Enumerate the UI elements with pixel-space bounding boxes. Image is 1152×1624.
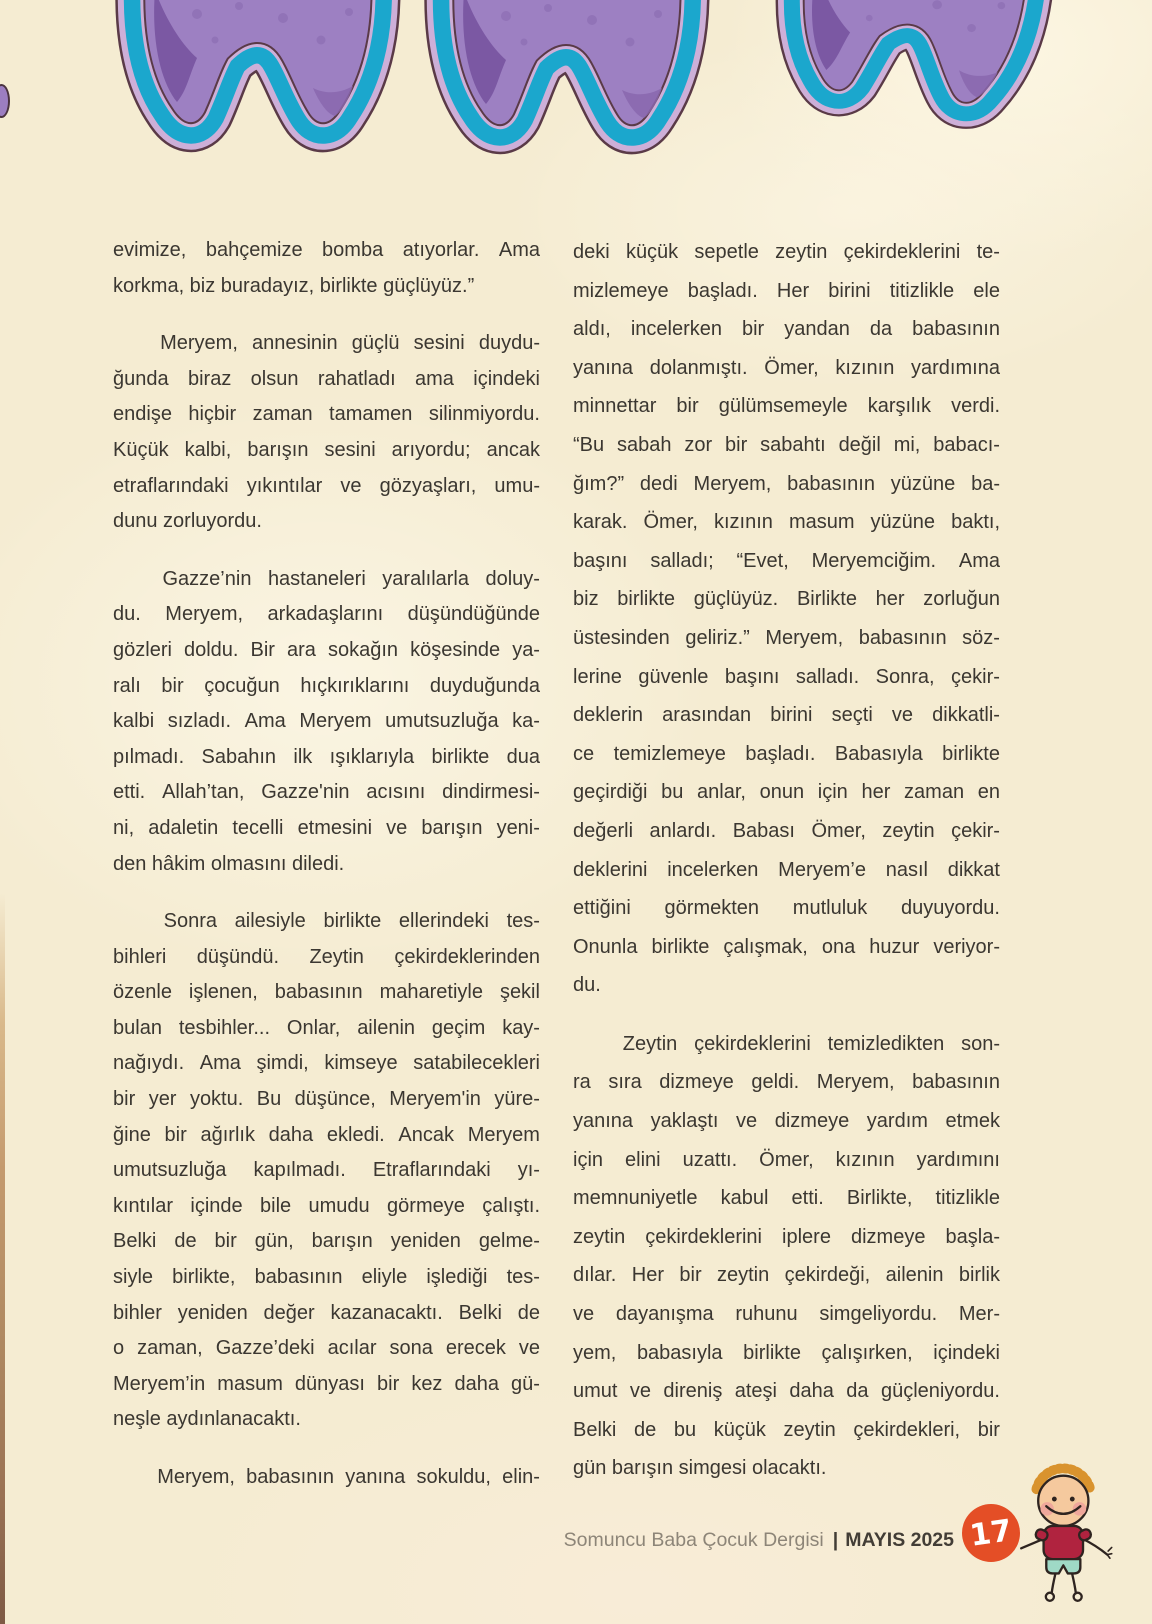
text-line: ce temizlemeye başladı. Babasıyla birlikte — [573, 742, 1000, 765]
text-line: endişe hiçbir zaman tamamen silinmiyordu. — [113, 403, 540, 426]
text-line: ni, adaletin tecelli etmesini ve barışın yeni- — [113, 816, 540, 839]
text-line: minnettar bir gülümsemeyle karşılık verdi. — [573, 395, 1000, 418]
text-line: deki küçük sepetle zeytin çekirdeklerini te- — [573, 241, 1000, 263]
text-line: evimize, bahçemize bomba atıyorlar. Ama — [113, 239, 540, 261]
text-line: umutsuzluğa kapılmadı. Etraflarındaki yı- — [113, 1159, 540, 1182]
text-line: deklerin arasından birini seçti ve dikkatli- — [573, 704, 1000, 727]
text-line: Onunla birlikte çalışmak, ona huzur veriyor- — [573, 935, 1000, 958]
fingers — [1107, 1547, 1111, 1558]
top-decorative-blobs — [0, 0, 1152, 210]
text-line: nağıydı. Ama şimdi, kimseye satabilecekleri — [113, 1052, 540, 1075]
foot-right — [1074, 1593, 1082, 1601]
text-line: özenle işlenen, babasının maharetiyle şekil — [113, 981, 540, 1004]
text-line: değerli anlardı. Babası Ömer, zeytin çekir- — [573, 819, 1000, 842]
text-line: Zeytin çekirdeklerini temizledikten son- — [622, 1032, 1000, 1055]
text-line: bihleri düşündü. Zeytin çekirdeklerinden — [113, 945, 540, 968]
text-line: ğine bir ağırlık daha ekledi. Ancak Meryem — [113, 1123, 540, 1146]
text-line: dunu zorluyordu. — [113, 510, 262, 533]
text-line: dılar. Her bir zeytin çekirdeği, ailenin birlik — [573, 1264, 1000, 1287]
text-line: lerine güvenle başını salladı. Sonra, çekir- — [573, 665, 1000, 688]
text-line: ralı bir çocuğun hıçkırıklarını duyduğunda — [113, 674, 540, 697]
text-line: Küçük kalbi, barışın sesini arıyordu; ancak — [113, 438, 540, 461]
text-line: ve dayanışma ruhunu simgeliyordu. Mer- — [573, 1303, 1000, 1326]
text-line: ğım?” dedi Meryem, babasının yüzüne ba- — [573, 472, 1000, 495]
text-line: siyle birlikte, babasının eliyle işlediği tes- — [113, 1266, 540, 1289]
text-line: pılmadı. Sabahın ilk ışıklarıyla birlikte dua — [113, 745, 540, 768]
text-line: üstesinden geliriz.” Meryem, babasının söz- — [573, 626, 1000, 649]
text-line: aldı, incelerken bir yandan da babasının — [573, 318, 1000, 341]
text-line: du. — [573, 974, 601, 997]
text-line: Sonra ailesiyle birlikte ellerindeki tes- — [163, 910, 540, 933]
child-illustration — [1014, 1461, 1118, 1607]
text-line: başını salladı; “Evet, Meryemciğim. Ama — [573, 549, 1000, 572]
head — [1038, 1476, 1088, 1526]
cheek-left — [1040, 1502, 1053, 1515]
paragraph — [573, 1025, 1000, 1488]
text-line: neşle aydınlanacaktı. — [113, 1408, 301, 1431]
page-left-edge — [0, 0, 5, 1624]
footer-separator: | — [832, 1529, 839, 1551]
text-line: umut ve direniş ateşi daha da güçleniyordu. — [573, 1380, 1000, 1403]
text-line: gözleri doldu. Bir ara sokağın köşesinde ya- — [113, 638, 540, 661]
leg-left — [1052, 1574, 1056, 1593]
cheek-right — [1073, 1502, 1086, 1515]
text-line: kalbi sızladı. Ama Meryem umutsuzluğa ka- — [113, 710, 540, 733]
text-line: Belki de bu küçük zeytin çekirdekleri, bir — [573, 1418, 1000, 1441]
text-line: etti. Allah’tan, Gazze'nin acısını dindirmesi- — [113, 781, 540, 804]
text-line: ettiğini görmekten mutluluk duyuyordu. — [573, 897, 1000, 920]
text-line: yem, babasıyla birlikte çalışırken, içindeki — [573, 1341, 1000, 1364]
child-boy — [1021, 1468, 1112, 1600]
text-line: o zaman, Gazze’deki acılar sona erecek ve — [113, 1337, 540, 1360]
paragraph — [113, 1460, 540, 1496]
text-column-right — [573, 233, 1000, 1496]
text-line: den hâkim olmasını diledi. — [113, 852, 345, 875]
shorts — [1046, 1559, 1080, 1573]
text-line: Meryem’in masum dünyası bir kez daha gü- — [113, 1372, 540, 1395]
issue-date: MAYIS 2025 — [845, 1529, 954, 1551]
text-line: geçirdiği bu anlar, onun için her zaman en — [573, 781, 1000, 804]
paragraph — [573, 233, 1000, 1005]
text-column-left — [113, 233, 540, 1496]
magazine-name: Somuncu Baba Çocuk Dergisi — [563, 1529, 824, 1551]
story-text — [113, 233, 1000, 1496]
decorative-blob-2 — [454, 0, 679, 124]
page-number: 17 — [967, 1512, 1015, 1554]
text-line: du. Meryem, arkadaşlarını düşündüğünde — [113, 603, 540, 626]
text-line: yanına dolanmıştı. Ömer, kızının yardımına — [573, 356, 1000, 379]
eye-left — [1052, 1497, 1057, 1502]
text-line: bir yer yoktu. Bu düşünce, Meryem'in yüre- — [113, 1088, 540, 1111]
text-line: zeytin çekirdeklerini iplere dizmeye başla- — [573, 1225, 1000, 1248]
text-line: kıntılar içinde bile umudu görmeye çalıştı. — [113, 1194, 540, 1217]
text-line: karak. Ömer, kızının masum yüzüne baktı, — [573, 511, 1000, 534]
text-line: “Bu sabah zor bir sabahtı değil mi, babacı- — [573, 433, 1000, 456]
text-line: etraflarındaki yıkıntılar ve gözyaşları, umu- — [113, 474, 540, 497]
text-line: bulan tesbihler... Onlar, ailenin geçim kay- — [113, 1016, 540, 1039]
paragraph — [113, 904, 540, 1438]
text-line: gün barışın simgesi olacaktı. — [573, 1457, 827, 1480]
footer-credit — [564, 1529, 954, 1552]
shirt — [1044, 1526, 1083, 1559]
foot-left — [1046, 1593, 1054, 1601]
decorative-blob-1 — [145, 0, 370, 122]
decorative-blob-3 — [794, 0, 1028, 106]
text-line: Gazze’nin hastaneleri yaralılarla doluy- — [162, 567, 540, 590]
paragraph — [113, 562, 540, 882]
eye-right — [1070, 1497, 1075, 1502]
text-line: bihler yeniden değer kazanacaktı. Belki de — [113, 1301, 540, 1324]
leg-right — [1072, 1574, 1076, 1593]
paragraph — [113, 326, 540, 540]
text-line: Meryem, annesinin güçlü sesini duydu- — [160, 332, 540, 355]
text-line: memnuniyetle kabul etti. Birlikte, titizlikle — [573, 1187, 1000, 1210]
text-line: Belki de bir gün, barışın yeniden gelme- — [113, 1230, 540, 1253]
text-line: yanına yaklaştı ve dizmeye yardım etmek — [573, 1110, 1000, 1133]
page-number-badge — [962, 1504, 1020, 1562]
text-line: mizlemeye başladı. Her birini titizlikle ele — [573, 279, 1000, 302]
text-line: korkma, biz buradayız, birlikte güçlüyüz.” — [113, 274, 475, 297]
text-line: için elini uzattı. Ömer, kızının yardımını — [573, 1148, 1000, 1171]
text-line: deklerini incelerken Meryem’e nasıl dikkat — [573, 858, 1000, 881]
paragraph — [113, 233, 540, 304]
text-line: Meryem, babasının yanına sokuldu, elin- — [157, 1466, 540, 1488]
text-line: biz birlikte güçlüyüz. Birlikte her zorluğun — [573, 588, 1000, 611]
text-line: ğunda biraz olsun rahatladı ama içindeki — [113, 367, 540, 390]
text-line: ra sıra dizmeye geldi. Meryem, babasının — [573, 1071, 1000, 1094]
